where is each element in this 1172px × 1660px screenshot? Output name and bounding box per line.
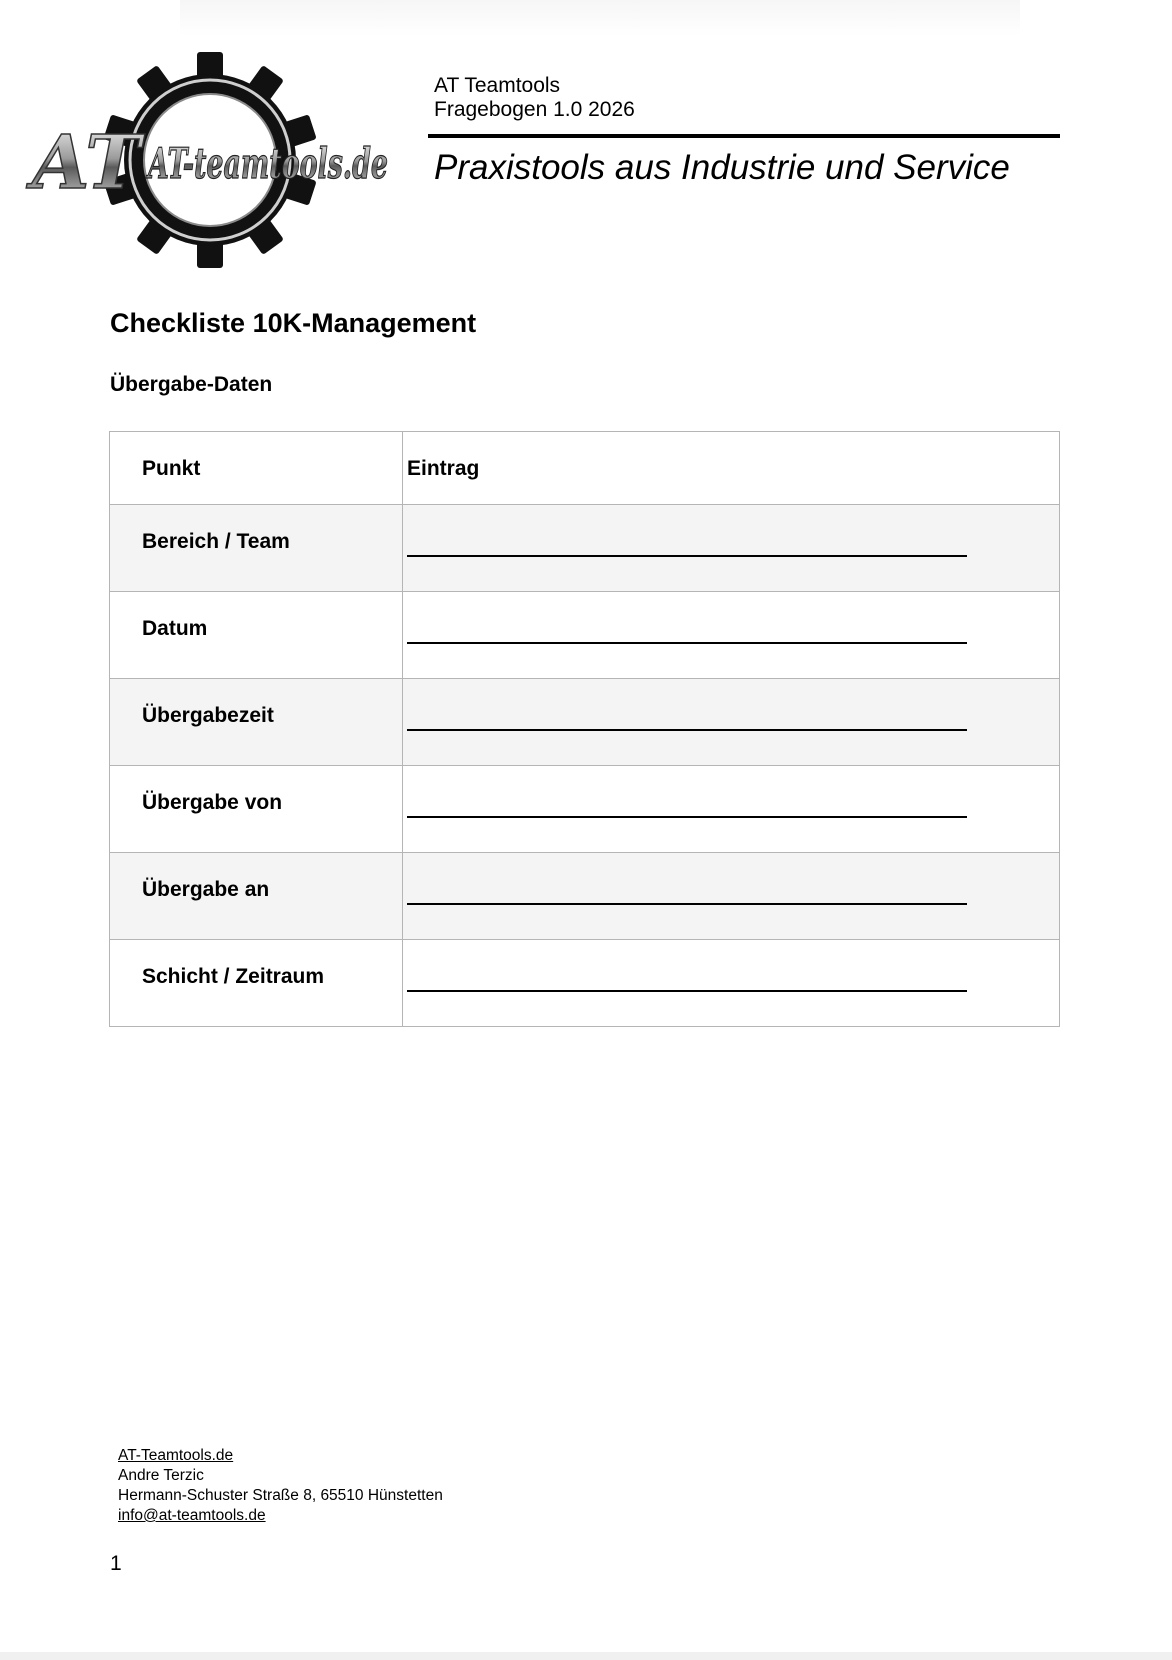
entry-line[interactable] [407,816,967,818]
entry-cell[interactable] [403,592,1060,679]
company-name: AT Teamtools [434,74,561,97]
svg-text:AT: AT [32,120,141,206]
form-version: Fragebogen 1.0 2026 [434,98,635,121]
entry-cell[interactable] [403,679,1060,766]
bottom-edge [0,1652,1172,1660]
row-label-cell: Datum [110,592,403,679]
entry-line[interactable] [407,555,967,557]
header-cell-eintrag: Eintrag [403,432,1060,505]
footer-website-link[interactable]: AT-Teamtools.de [118,1447,234,1464]
footer-name: Andre Terzic [118,1467,204,1484]
table-row [110,505,1060,592]
row-label-cell: Bereich / Team [110,505,403,592]
document-title: Checkliste 10K-Management [110,308,477,338]
handover-table [109,431,1060,1027]
table-row [110,853,1060,940]
row-label-cell: Übergabe von [110,766,403,853]
page-number: 1 [110,1552,122,1575]
table-row [110,940,1060,1027]
entry-line[interactable] [407,903,967,905]
row-label-cell: Übergabezeit [110,679,403,766]
table-row [110,592,1060,679]
logo-text: AT-teamtools.de [145,139,388,188]
entry-cell[interactable] [403,766,1060,853]
footer-contact [118,1446,443,1526]
top-shadow [180,0,1020,36]
table-row [110,679,1060,766]
section-title: Übergabe-Daten [110,373,273,396]
footer-address: Hermann-Schuster Straße 8, 65510 Hünstetten [118,1487,443,1504]
entry-cell[interactable] [403,940,1060,1027]
table-header-row [110,432,1060,505]
entry-cell[interactable] [403,505,1060,592]
footer-email-link[interactable]: info@at-teamtools.de [118,1507,266,1524]
entry-line[interactable] [407,642,967,644]
entry-line[interactable] [407,729,967,731]
header-divider [428,134,1060,138]
entry-line[interactable] [407,990,967,992]
row-label-cell: Übergabe an [110,853,403,940]
entry-cell[interactable] [403,853,1060,940]
row-label-cell: Schicht / Zeitraum [110,940,403,1027]
company-logo-gear-icon [30,50,394,272]
header-cell-punkt: Punkt [110,432,403,505]
slogan: Praxistools aus Industrie und Service [434,148,1010,187]
table-row [110,766,1060,853]
